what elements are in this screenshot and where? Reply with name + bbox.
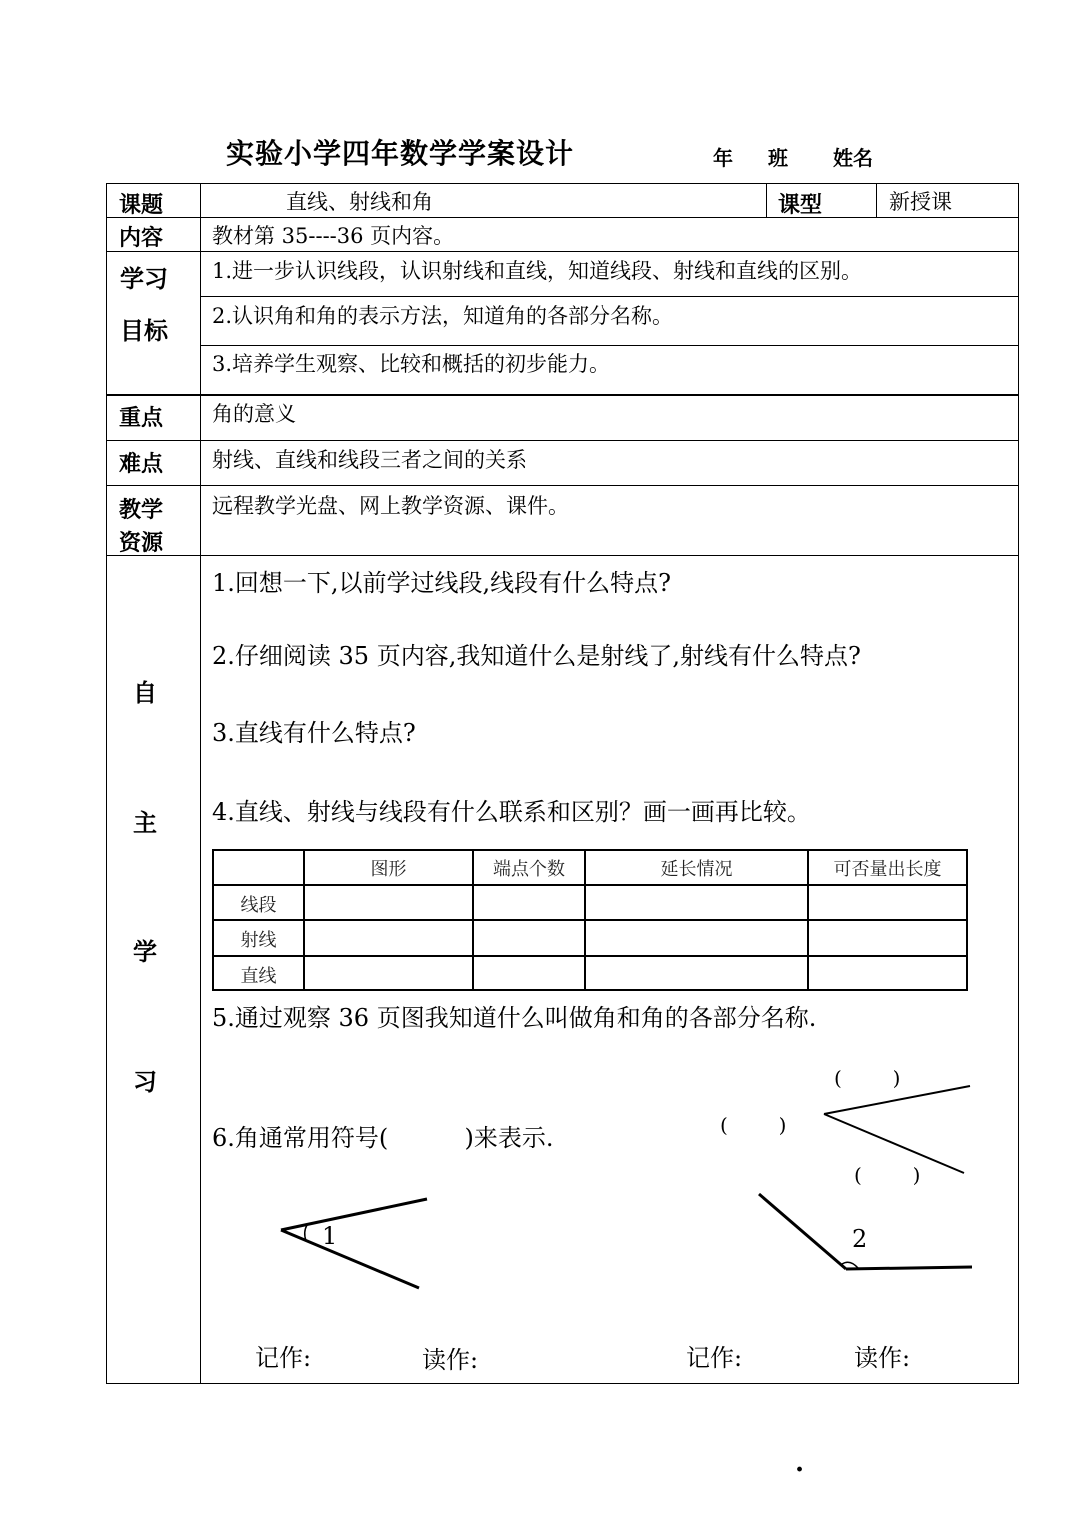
self-study-label-char: 学	[133, 938, 157, 966]
resources-value: 远程教学光盘、网上教学资源、课件。	[212, 494, 569, 518]
border	[212, 989, 968, 991]
self-study-label-char: 自	[133, 679, 157, 707]
angle-2-label: 2	[852, 1225, 868, 1253]
angle-1-figure	[270, 1190, 440, 1300]
resources-label-2: 资源	[119, 531, 164, 556]
border	[200, 345, 1019, 346]
resources-label-1: 教学	[119, 498, 164, 523]
read-as-label: 读作:	[422, 1346, 479, 1374]
topic-label: 课题	[119, 193, 164, 218]
blank-side: ( )	[834, 1066, 901, 1090]
border	[106, 555, 1019, 556]
table-row-label: 线段	[240, 895, 277, 916]
border	[106, 440, 1019, 441]
question-6: 6.角通常用符号( )来表示.	[212, 1124, 554, 1152]
topic-value: 直线、射线和角	[286, 190, 433, 214]
goals-label-2: 目标	[120, 317, 168, 345]
border	[106, 251, 1019, 252]
content-value: 教材第 35----36 页内容。	[212, 224, 455, 248]
lesson-type-label: 课型	[778, 193, 823, 218]
border	[876, 183, 877, 217]
angle-side	[759, 1194, 846, 1269]
border	[200, 296, 1019, 297]
border	[106, 183, 1019, 184]
border	[106, 485, 1019, 486]
question-5: 5.通过观察 36 页图我知道什么叫做角和角的各部分名称.	[212, 1004, 817, 1032]
question-1: 1.回想一下,以前学过线段,线段有什么特点?	[212, 569, 672, 597]
self-study-label-char: 习	[133, 1068, 157, 1096]
goals-label-1: 学习	[120, 265, 168, 293]
angle-side	[281, 1199, 427, 1230]
border	[106, 183, 107, 1383]
angle-arc	[305, 1225, 307, 1241]
question-3: 3.直线有什么特点?	[212, 719, 416, 747]
lesson-type-value: 新授课	[889, 190, 952, 214]
self-study-label-char: 主	[133, 809, 157, 837]
border	[212, 884, 968, 886]
border	[766, 183, 767, 217]
difficulty-label: 难点	[119, 452, 164, 477]
border	[1018, 183, 1019, 1383]
write-as-label: 记作:	[255, 1344, 312, 1372]
key-point-label: 重点	[119, 406, 164, 431]
border	[212, 955, 968, 957]
table-header: 图形	[370, 859, 407, 880]
border	[106, 217, 1019, 218]
difficulty-value: 射线、直线和线段三者之间的关系	[212, 448, 527, 472]
border	[212, 919, 968, 921]
question-2: 2.仔细阅读 35 页内容,我知道什么是射线了,射线有什么特点?	[212, 642, 861, 670]
goal-item: 3.培养学生观察、比较和概括的初步能力。	[212, 352, 611, 376]
table-row-label: 直线	[240, 966, 277, 987]
border	[212, 849, 968, 851]
year-label: 年	[713, 146, 733, 170]
table-header: 端点个数	[493, 859, 565, 880]
blank-vertex: ( )	[720, 1113, 787, 1137]
goal-item: 2.认识角和角的表示方法，知道角的各部分名称。	[212, 304, 674, 328]
border	[966, 849, 968, 991]
angle-side	[846, 1267, 972, 1269]
border	[106, 1383, 1019, 1384]
table-header: 可否量出长度	[833, 859, 942, 880]
write-as-label: 记作:	[686, 1344, 743, 1372]
border	[200, 183, 201, 1383]
class-label: 班	[768, 146, 788, 170]
angle-side	[824, 1086, 970, 1114]
question-4: 4.直线、射线与线段有什么联系和区别？画一画再比较。	[212, 798, 811, 826]
content-label: 内容	[119, 226, 164, 251]
goal-item: 1.进一步认识线段，认识射线和直线，知道线段、射线和直线的区别。	[212, 259, 863, 283]
border	[106, 394, 1019, 396]
page-title: 实验小学四年数学学案设计	[226, 137, 575, 170]
blank-side: ( )	[854, 1163, 921, 1187]
table-header: 延长情况	[660, 859, 733, 880]
read-as-label: 读作:	[854, 1344, 911, 1372]
angle-side	[281, 1230, 419, 1288]
key-point-value: 角的意义	[212, 402, 296, 426]
name-label: 姓名	[833, 146, 873, 170]
footer-mark: .	[795, 1448, 805, 1478]
table-row-label: 射线	[240, 930, 277, 951]
angle-1-label: 1	[322, 1222, 338, 1250]
